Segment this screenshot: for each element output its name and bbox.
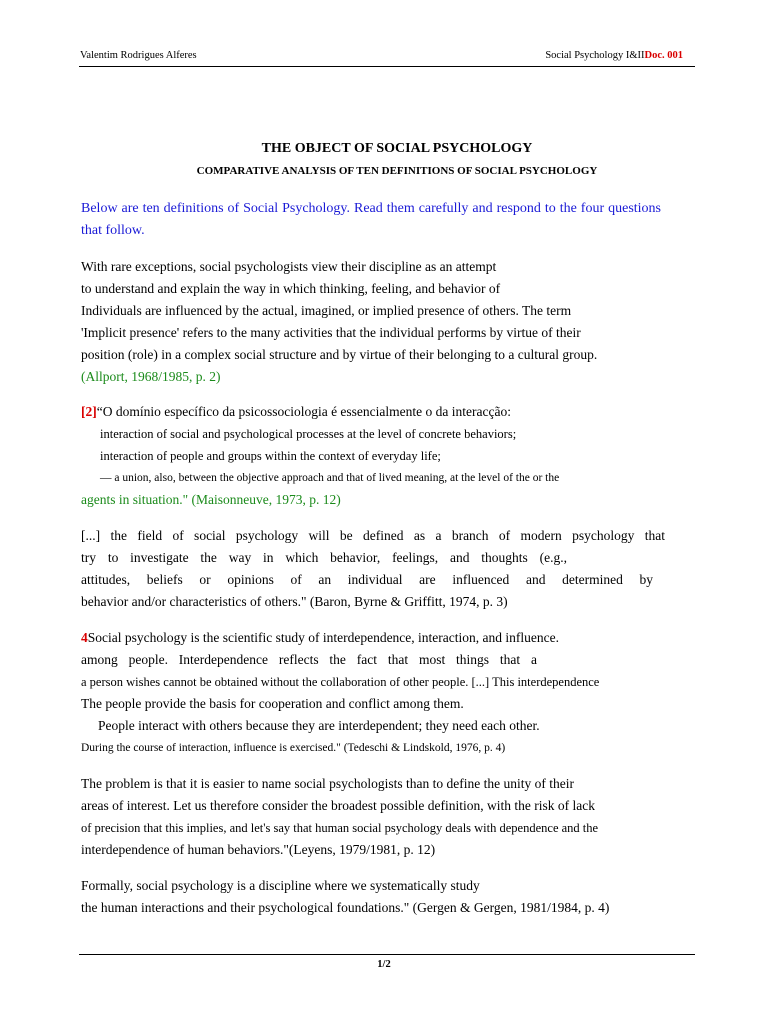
header-rule bbox=[79, 66, 695, 67]
definition-4-first-line: Social psychology is the scientific study of interdependence, interaction, and influence. bbox=[87, 630, 559, 645]
header-course-name: Social Psychology I&II bbox=[545, 50, 645, 61]
definition-2-number: [2] bbox=[81, 404, 97, 419]
definition-5 bbox=[81, 773, 706, 861]
page-title: THE OBJECT OF SOCIAL PSYCHOLOGY bbox=[261, 141, 533, 156]
definition-5-line: areas of interest. Let us therefore consider the broadest possible definition, with the risk of lack bbox=[81, 798, 595, 813]
definition-2-line: interaction of people and groups within the context of everyday life; bbox=[100, 449, 441, 463]
definition-3-line: attitudes, beliefs or opinions of an individual are influenced and determined by bbox=[81, 572, 653, 587]
definition-4-line: a person wishes cannot be obtained without the collaboration of other people. [...] This interdependence bbox=[81, 675, 600, 689]
definition-2-line: — a union, also, between the objective approach and that of lived meaning, at the level of the or the bbox=[100, 472, 560, 484]
definition-4-line: The people provide the basis for cooperation and conflict among them. bbox=[81, 696, 464, 711]
definition-4 bbox=[81, 627, 706, 759]
definition-3-line: behavior and/or characteristics of others." (Baron, Byrne & Griffitt, 1974, p. 3) bbox=[81, 594, 508, 609]
definition-5-line: interdependence of human behaviors."(Leyens, 1979/1981, p. 12) bbox=[81, 842, 436, 857]
definition-1-line: 'Implicit presence' refers to the many activities that the individual performs by virtue of their bbox=[81, 325, 581, 340]
footer-rule bbox=[79, 954, 695, 955]
definition-4-line: People interact with others because they are interdependent; they need each other. bbox=[98, 718, 540, 733]
intro-instruction: Below are ten definitions of Social Psychology. Read them carefully and respond to the four questions that follow. bbox=[81, 201, 661, 238]
definition-1-source: (Allport, 1968/1985, p. 2) bbox=[81, 369, 221, 384]
definition-6-line: the human interactions and their psychological foundations." (Gergen & Gergen, 1981/1984, p. 4) bbox=[81, 900, 610, 915]
definition-4-number: 4 bbox=[81, 630, 88, 645]
header-author: Valentim Rodrigues Alferes bbox=[80, 50, 197, 61]
definition-2 bbox=[81, 401, 706, 511]
definition-6 bbox=[81, 875, 706, 919]
definition-3-line: try to investigate the way in which behavior, feelings, and thoughts (e.g., bbox=[81, 550, 567, 565]
definition-4-line: among people. Interdependence reflects the fact that most things that a bbox=[81, 652, 537, 667]
definition-6-line: Formally, social psychology is a discipline where we systematically study bbox=[81, 878, 480, 893]
definition-2-line: interaction of social and psychological processes at the level of concrete behaviors; bbox=[100, 427, 517, 441]
definition-1-line: Individuals are influenced by the actual, imagined, or implied presence of others. The term bbox=[81, 303, 572, 318]
definition-2-source: agents in situation." (Maisonneuve, 1973, p. 12) bbox=[81, 492, 341, 507]
definition-1-line: With rare exceptions, social psychologists view their discipline as an attempt bbox=[81, 259, 497, 274]
definition-1 bbox=[81, 256, 706, 388]
definition-3-line: [...] the field of social psychology will be defined as a branch of modern psychology that bbox=[81, 528, 665, 543]
definition-2-first-line: “O domínio específico da psicossociologia é essencialmente o da interacção: bbox=[96, 404, 511, 419]
definition-1-line: to understand and explain the way in which thinking, feeling, and behavior of bbox=[81, 281, 501, 296]
page-subtitle: COMPARATIVE ANALYSIS OF TEN DEFINITIONS OF SOCIAL PSYCHOLOGY bbox=[196, 165, 598, 177]
definition-4-line: During the course of interaction, influence is exercised." (Tedeschi & Lindskold, 1976, p. 4) bbox=[81, 742, 506, 754]
definition-5-line: The problem is that it is easier to name social psychologists than to define the unity of their bbox=[81, 776, 575, 791]
page-number: 1/2 bbox=[377, 959, 391, 970]
header-doc-number: Doc. 001 bbox=[644, 50, 683, 61]
header-course bbox=[545, 49, 683, 63]
definition-5-line: of precision that this implies, and let's say that human social psychology deals with dependence and the bbox=[81, 821, 599, 835]
definition-3 bbox=[81, 525, 706, 613]
definition-1-line: position (role) in a complex social structure and by virtue of their belonging to a cultural group. bbox=[81, 347, 598, 362]
